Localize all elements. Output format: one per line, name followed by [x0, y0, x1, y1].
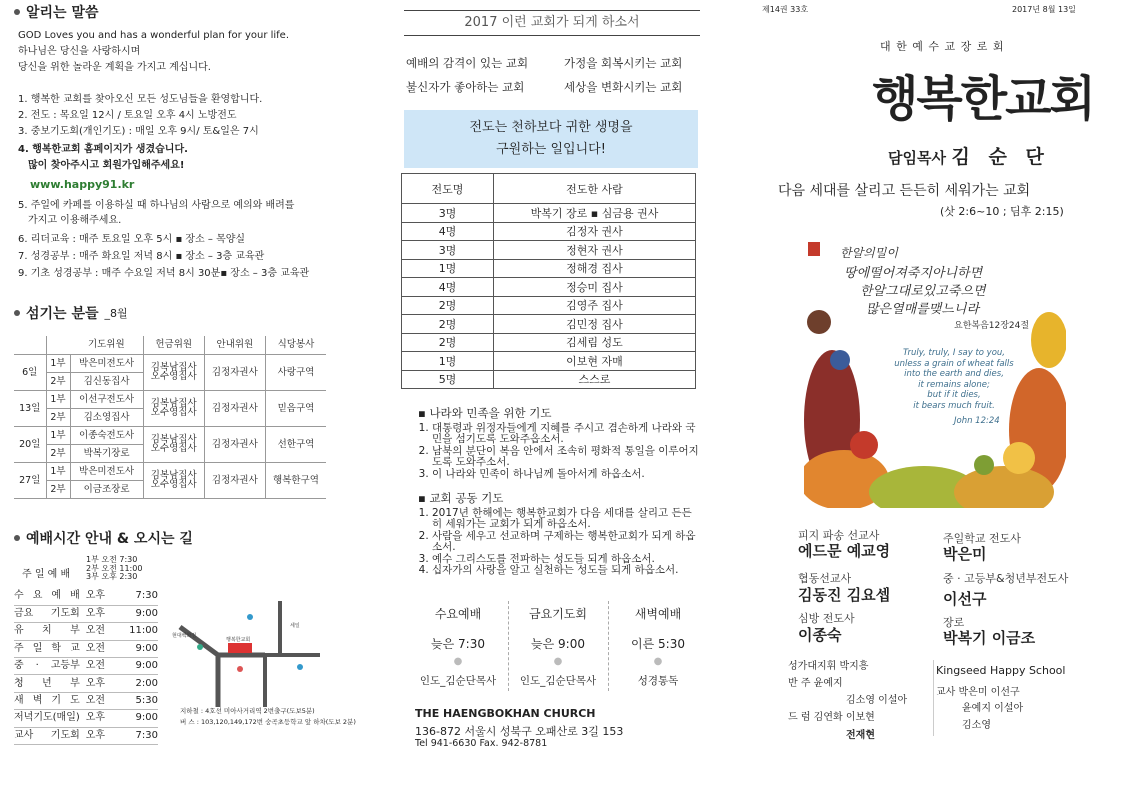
offering: 김복남집사 오수영집사	[143, 390, 204, 426]
week-date: 6일	[14, 354, 46, 390]
service-time: 11:00	[115, 623, 158, 640]
servers-title: 섬기는 분들 _8월	[14, 303, 128, 323]
service-time: 9:00	[115, 640, 158, 657]
ampm: 오전	[86, 658, 115, 675]
ampm: 오후	[86, 710, 115, 727]
goal-1: 예배의 감격이 있는 교회	[406, 56, 529, 70]
name-visiting: 이종숙	[798, 626, 842, 644]
schedule-row	[14, 588, 158, 605]
verse-illustration: 한알의밀이 땅에떨어져죽지아니하면 한알그대로있고죽으면 많은열매를맺느니라 요한복음12장24절 Truly, truly, I say to you, unless a grain of wheat falls into the earth and dies, it remains alone; but if it dies, it bears much fruit. John 12:24	[804, 230, 1066, 508]
header-person: 전도한 사람	[494, 174, 696, 204]
prayer-church-title: ▪ 교회 공동 기도	[418, 491, 504, 505]
choir-drum-2: 전재현	[846, 730, 875, 741]
offering: 김복남집사 오수영집사	[143, 354, 204, 390]
kitchen: 사랑구역	[265, 354, 326, 390]
guide: 김정자권사	[204, 354, 265, 390]
announce-item: 4. 행복한교회 홈페이지가 생겼습니다.	[18, 144, 188, 155]
part-2: 2부	[46, 480, 70, 498]
ampm: 오전	[86, 692, 115, 709]
table-row	[402, 352, 696, 371]
prayer-item: 2. 사람을 세우고 선교하며 구제하는 행복한교회가 되게 하옵소서.	[432, 531, 700, 554]
pastor: 담임목사 김 순 단	[888, 146, 1050, 168]
homepage-link[interactable]: www.happy91.kr	[30, 178, 135, 191]
schedule-row	[14, 623, 158, 640]
kingseed-title: Kingseed Happy School	[936, 664, 1066, 677]
week-date: 20일	[14, 426, 46, 462]
service-name: 금요 기도회	[14, 605, 86, 622]
kitchen: 행복한구역	[265, 462, 326, 498]
announce-item: 7. 성경공부 : 매주 화요일 저녁 8시 ▪ 장소 – 3층 교육관	[18, 251, 265, 262]
issue-number: 제14권 33호	[762, 5, 809, 14]
header-offering: 헌금위원	[143, 336, 204, 354]
service-name: 저녁기도(매일)	[14, 710, 86, 727]
guide: 김정자권사	[204, 462, 265, 498]
services-box	[408, 601, 708, 693]
evangelism-count: 1명	[402, 259, 494, 278]
prayer-item: 1. 2017년 한해에는 행복한교회가 다음 세대를 살리고 든든히 세워가는 교회가 되게 하옵소서.	[432, 508, 700, 531]
label-coop-missionary: 협동선교사	[798, 572, 852, 585]
table-row	[402, 259, 696, 278]
prayer-nation-title: ▪ 나라와 민족을 위한 기도	[418, 406, 552, 420]
announce-item: 5. 주일에 카페를 이용하실 때 하나님의 사람으로 예의와 배려를	[18, 200, 295, 211]
schedule-row	[14, 605, 158, 622]
header-prayer: 기도위원	[70, 336, 143, 354]
service-time: 7:30	[115, 727, 158, 744]
map-graphic	[170, 597, 336, 715]
table-row	[14, 390, 326, 408]
announce-item: 9. 기초 성경공부 : 매주 수요일 저녁 8시 30분▪ 장소 – 3층 교육관	[18, 268, 310, 279]
announce-item: 3. 중보기도회(개인기도) : 매일 오후 9시/ 토&일은 7시	[18, 126, 259, 137]
prayer-nation	[418, 408, 700, 480]
evangelism-person: 박복기 장로 ▪ 심금용 권사	[494, 204, 696, 223]
label-missionary: 피지 파송 선교사	[798, 529, 880, 542]
schedule-table	[14, 588, 158, 745]
table-row	[14, 354, 326, 372]
kitchen: 믿음구역	[265, 390, 326, 426]
prayer-item: 1. 대통령과 위정자들에게 지혜를 주시고 겸손하게 나라와 국민을 섬기도록 도와주옵소서.	[432, 423, 700, 446]
verse-en: GOD Loves you and has a wonderful plan for your life.	[18, 30, 290, 41]
prayer-1: 이종숙전도사	[70, 426, 143, 444]
church-address: 136-872 서울시 성북구 오패산로 3길 153	[415, 725, 624, 738]
motto-reference: (삿 2:6~10 ; 딤후 2:15)	[940, 205, 1064, 218]
service-title: 수요예배	[434, 607, 482, 621]
evangelism-person: 정해경 집사	[494, 259, 696, 278]
evangelism-table	[401, 173, 696, 389]
issue-date: 2017년 8월 13일	[1012, 5, 1076, 14]
part-1: 1부	[46, 462, 70, 480]
guide: 김정자권사	[204, 426, 265, 462]
kingseed-teachers: 교사 박은미 이선구	[936, 687, 1020, 698]
ampm: 오전	[86, 623, 115, 640]
kitchen: 선한구역	[265, 426, 326, 462]
church-motto: 다음 세대를 살리고 든든히 세워가는 교회	[778, 183, 1031, 199]
church-logo: 행복한교회	[872, 71, 1094, 127]
kingseed-teachers-3: 김소영	[962, 720, 991, 731]
evangelism-count: 3명	[402, 241, 494, 260]
prayer-1: 박은미전도사	[70, 462, 143, 480]
part-2: 2부	[46, 444, 70, 462]
header-guide: 안내위원	[204, 336, 265, 354]
service-time: 이른 5:30	[631, 637, 685, 651]
goals-title: 2017 이런 교회가 되게 하소서	[404, 10, 700, 36]
service-leader: 인도_김순단목사	[519, 675, 597, 687]
service-name: 새 벽 기 도	[14, 692, 86, 709]
service-time: 2:00	[115, 675, 158, 692]
bullet-icon	[14, 9, 20, 15]
offering: 김복남집사 오수영집사	[143, 462, 204, 498]
prayer-church	[418, 493, 700, 577]
choir-accompany-2: 김소영 이설아	[846, 695, 908, 706]
evangelism-count: 3명	[402, 204, 494, 223]
header-kitchen: 식당봉사	[265, 336, 326, 354]
sunday-times: 1부 오전 7:30 2부 오전 11:00 3부 오후 2:30	[86, 555, 143, 581]
prayer-1: 이선구전도사	[70, 390, 143, 408]
worship-title: 예배시간 안내 & 오시는 길	[14, 528, 193, 548]
svg-text:현대백화점: 현대백화점	[172, 633, 197, 639]
service-time: 9:00	[115, 658, 158, 675]
table-row	[14, 462, 326, 480]
schedule-row	[14, 727, 158, 744]
label-youth: 중 · 고등부&청년부전도사	[943, 572, 1069, 585]
service-time: 늦은 7:30	[431, 637, 485, 651]
evangelism-person: 김영주 집사	[494, 296, 696, 315]
evangelism-person: 김민정 집사	[494, 315, 696, 334]
table-row	[402, 296, 696, 315]
table-row	[402, 204, 696, 223]
english-verse: Truly, truly, I say to you, unless a grain of wheat falls into the earth and dies, it remains alone; but if it dies, it bears much fruit.	[894, 348, 1014, 411]
label-elder: 장로	[943, 616, 965, 629]
table-row	[402, 370, 696, 389]
left-column	[0, 0, 390, 794]
evangelism-person: 김세림 성도	[494, 333, 696, 352]
right-column	[750, 0, 1123, 794]
name-coop-missionary: 김동진 김요셉	[798, 586, 891, 604]
service-name: 수 요 예 배	[14, 588, 86, 605]
evangelism-count: 5명	[402, 370, 494, 389]
goal-4: 세상을 변화시키는 교회	[564, 80, 683, 94]
label-sunday-school: 주일학교 전도사	[943, 532, 1021, 545]
schedule-row	[14, 640, 158, 657]
evangelism-person: 스스로	[494, 370, 696, 389]
schedule-row	[14, 692, 158, 709]
header-count: 전도명	[402, 174, 494, 204]
schedule-row	[14, 675, 158, 692]
service-name: 유 치 부	[14, 623, 86, 640]
sunday-label: 주 일 예 배	[22, 569, 71, 580]
prayer-item: 4. 십자가의 사랑을 알고 실천하는 성도들 되게 하옵소서.	[432, 565, 700, 577]
svg-text:세일: 세일	[290, 623, 300, 629]
part-2: 2부	[46, 372, 70, 390]
ampm: 오후	[86, 588, 115, 605]
name-sunday-school: 박은미	[943, 545, 987, 563]
prayer-item: 3. 이 나라와 민족이 하나님께 돌아서게 하옵소서.	[432, 469, 700, 481]
announce-item: 1. 행복한 교회를 찾아오신 모든 성도님들을 환영합니다.	[18, 94, 263, 105]
announce-item: 가지고 이용해주세요.	[28, 215, 122, 226]
service-card: 새벽예배 이른 5:30 ● 성경통독	[608, 601, 708, 688]
offering: 김복남집사 오수영집사	[143, 426, 204, 462]
evangelism-count: 2명	[402, 315, 494, 334]
part-1: 1부	[46, 426, 70, 444]
service-name: 교사 기도회	[14, 727, 86, 744]
service-time: 5:30	[115, 692, 158, 709]
evangelism-banner: 전도는 천하보다 귀한 생명을 구원하는 일입니다!	[404, 110, 698, 168]
evangelism-person: 이보현 자매	[494, 352, 696, 371]
kingseed-teachers-2: 윤예지 이설아	[962, 703, 1024, 714]
service-title: 새벽예배	[634, 607, 682, 621]
guide: 김정자권사	[204, 390, 265, 426]
service-time: 늦은 9:00	[531, 637, 585, 651]
table-row	[402, 278, 696, 297]
table-row	[402, 315, 696, 334]
ampm: 오후	[86, 675, 115, 692]
ampm: 오후	[86, 727, 115, 744]
church-phone: Tel 941-6630 Fax. 942-8781	[415, 738, 548, 749]
schedule-row	[14, 658, 158, 675]
evangelism-count: 4명	[402, 278, 494, 297]
week-date: 13일	[14, 390, 46, 426]
service-name: 주 일 학 교	[14, 640, 86, 657]
ampm: 오후	[86, 605, 115, 622]
choir-accompany: 반 주 윤예지	[788, 678, 843, 689]
service-title: 금요기도회	[529, 607, 587, 621]
evangelism-count: 2명	[402, 296, 494, 315]
bullet-icon	[14, 310, 20, 316]
label-visiting: 심방 전도사	[798, 612, 855, 625]
table-row	[402, 333, 696, 352]
evangelism-person: 정승미 집사	[494, 278, 696, 297]
svg-text:행복한교회: 행복한교회	[226, 637, 251, 643]
name-missionary: 에드문 예교영	[798, 542, 891, 560]
announce-item: 많이 찾아주시고 회원가입해주세요!	[28, 160, 185, 171]
ampm: 오전	[86, 640, 115, 657]
prayer-2: 이금조장로	[70, 480, 143, 498]
choir-drum: 드 럼 김연화 이보현	[788, 712, 875, 723]
announce-item: 6. 리더교육 : 매주 토요일 오후 5시 ▪ 장소 – 목양실	[18, 234, 246, 245]
prayer-2: 김신동집사	[70, 372, 143, 390]
goal-3: 불신자가 좋아하는 교회	[406, 80, 525, 94]
map-subway: 지하철 : 4호선 미아사거리역 2번출구(도보5분)	[180, 707, 315, 715]
verse-ko-1: 하나님은 당신을 사랑하시며	[18, 46, 141, 57]
service-leader: 인도_김순단목사	[419, 675, 497, 687]
part-2: 2부	[46, 408, 70, 426]
evangelism-person: 정현자 권사	[494, 241, 696, 260]
schedule-row	[14, 710, 158, 727]
part-1: 1부	[46, 354, 70, 372]
prayer-2: 박복기장로	[70, 444, 143, 462]
part-1: 1부	[46, 390, 70, 408]
service-time: 7:30	[115, 588, 158, 605]
name-youth: 이선구	[943, 590, 987, 608]
prayer-1: 박은미전도사	[70, 354, 143, 372]
announce-title: 알리는 말씀	[14, 2, 99, 22]
verse-ko-2: 당신을 위한 놀라운 계획을 가지고 계십니다.	[18, 62, 211, 73]
service-name: 중 · 고등부	[14, 658, 86, 675]
bullet-icon	[14, 535, 20, 541]
week-date: 27일	[14, 462, 46, 498]
service-name: 청 년 부	[14, 675, 86, 692]
table-row	[402, 241, 696, 260]
evangelism-count: 1명	[402, 352, 494, 371]
announce-item: 2. 전도 : 목요일 12시 / 토요일 오후 4시 노방전도	[18, 110, 237, 121]
service-card: 금요기도회 늦은 9:00 ● 인도_김순단목사	[508, 601, 608, 688]
service-card: 수요예배 늦은 7:30 ● 인도_김순단목사	[408, 601, 508, 688]
denomination: 대 한 예 수 교 장 로 회	[880, 40, 1005, 53]
prayer-item: 3. 예수 그리스도를 전파하는 성도들 되게 하옵소서.	[432, 554, 700, 566]
service-time: 9:00	[115, 605, 158, 622]
church-name-en: THE HAENGBOKHAN CHURCH	[415, 707, 596, 720]
evangelism-count: 4명	[402, 222, 494, 241]
choir-conductor: 성가대지휘 박지흥	[788, 661, 869, 672]
goal-2: 가정을 회복시키는 교회	[564, 56, 683, 70]
servers-table	[14, 336, 326, 499]
stamp-icon	[808, 242, 820, 256]
evangelism-person: 김정자 권사	[494, 222, 696, 241]
service-leader: 성경통독	[637, 675, 679, 687]
table-row	[14, 426, 326, 444]
map-bus: 버 스 : 103,120,149,172번 숭곡초등학교 앞 하차(도보 2분)	[180, 718, 356, 726]
evangelism-count: 2명	[402, 333, 494, 352]
table-row	[402, 222, 696, 241]
prayer-item: 2. 남북의 분단이 복음 안에서 조속히 평화적 통일을 이루어지도록 도와주소서.	[432, 446, 700, 469]
name-elder: 박복기 이금조	[943, 629, 1036, 647]
service-time: 9:00	[115, 710, 158, 727]
prayer-2: 김소영집사	[70, 408, 143, 426]
